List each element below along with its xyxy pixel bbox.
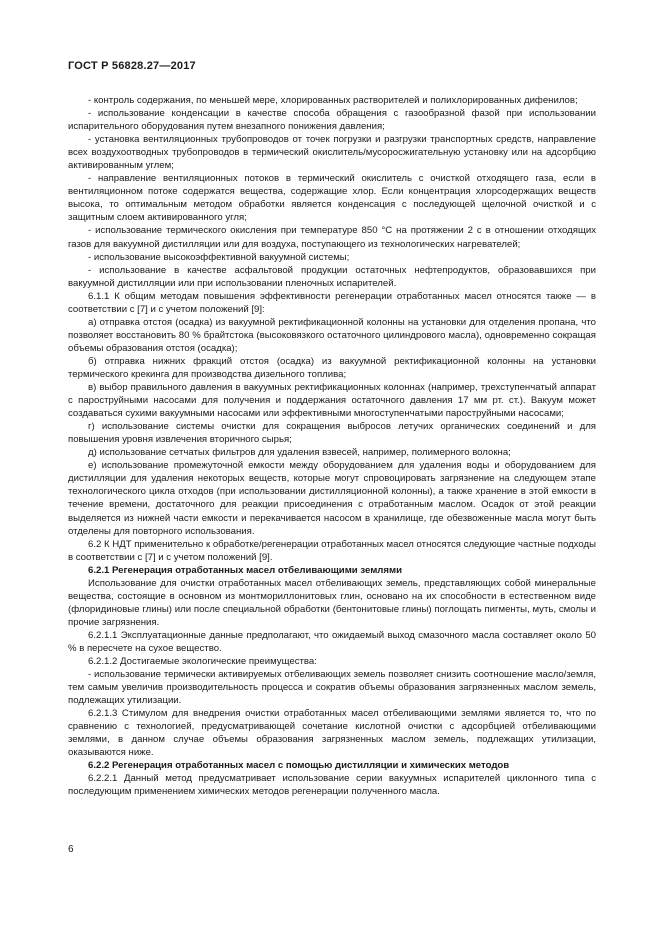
paragraph: - направление вентиляционных потоков в термический окислитель с очисткой отходящего газа, если в вентиляционном потоке содержатся вещества, содержащие хлор. Если концентрация хлорсодержащих веществ высока, то оптимальным методом обработки является конденсация с последующей щелочной очисткой и с защитным слоем активированного угля; <box>68 173 596 224</box>
paragraph: Использование для очистки отработанных масел отбеливающих земель, представляющих собой минеральные вещества, состоящие в основном из монтмориллонитовых глин, основано на их способности в естественном виде (флоридиновые глины) или после специальной обработки (бентонитовые глины) поглощать пигменты, муть, смолы и прочие загрязнения. <box>68 577 596 628</box>
paragraph: в) выбор правильного давления в вакуумных ректификационных колоннах (например, трехступенчатый аппарат с пароструйными насосами для получения и поддержания остаточного давления 17 мм рт. ст.). Вакуум может создаваться сухими вакуумными насосами или эффективными многоступенчатыми пароструйными насосами; <box>68 382 596 420</box>
paragraph: 6.1.1 К общим методам повышения эффективности регенерации отработанных масел относятся также — в соответствии с [7] и с учетом положений [9]: <box>68 290 596 315</box>
paragraph: 6.2.2.1 Данный метод предусматривает использование серии вакуумных испарителей циклонного типа с последующим применением химических методов регенерации полученного масла. <box>68 773 596 798</box>
document-body <box>68 94 596 799</box>
paragraph: - установка вентиляционных трубопроводов от точек погрузки и разгрузки транспортных средств, направление всех воздухоотводных трубопроводов в термический окислитель/мусоросжигательную установку или на адсорбцию активированным углем; <box>68 134 596 172</box>
page-number: 6 <box>68 844 74 855</box>
paragraph: - использование высокоэффективной вакуумной системы; <box>88 251 350 263</box>
paragraph: 6.2.1.1 Эксплуатационные данные предполагают, что ожидаемый выход смазочного масла составляет около 50 % в пересчете на сухое вещество. <box>68 629 596 654</box>
paragraph: - использование термического окисления при температуре 850 °С на протяжении 2 с в отношении отходящих газов для вакуумной дистилляции или для воздуха, поступающего из технологических нагревателей; <box>68 225 596 250</box>
section-heading: 6.2.1 Регенерация отработанных масел отбеливающими землями <box>88 564 402 576</box>
paragraph: г) использование системы очистки для сокращения выбросов летучих органических соединений и для повышения уровня извлечения вторичного сырья; <box>68 421 596 446</box>
paragraph: - использование термически активируемых отбеливающих земель позволяет снизить соотношение масло/земля, тем самым увеличив производительность процесса и сократив объемы образования загрязненных маслом земель, подлежащих утилизации. <box>68 669 596 707</box>
paragraph: а) отправка отстоя (осадка) из вакуумной ректификационной колонны на установки для отделения пропана, что позволяет восстановить 80 % брайтстока (высоковязкого остаточного цилиндрового масла), одновременно сокращая объемы образования отстоя (осадка); <box>68 316 596 354</box>
document-code-header: ГОСТ Р 56828.27—2017 <box>68 60 196 72</box>
paragraph: д) использование сетчатых фильтров для удаления взвесей, например, полимерного волокна; <box>88 447 511 459</box>
paragraph: - использование конденсации в качестве способа обращения с газообразной фазой при использовании испарительного оборудования путем внезапного понижения давления; <box>68 108 596 133</box>
paragraph: е) использование промежуточной емкости между оборудованием для удаления воды и оборудованием для дистилляции для удаления некоторых веществ, которые могут спровоцировать загрязнение на следующем этапе технологического цикла отходов (при использовании дистилляционной колонны), а также хранение в этой емкости в течение времени, достаточного для реакции присоединения с отработанным маслом. Осадок от этой реакции выделяется из нижней части емкости и перекачивается насосом в хранилище, где обезвоженные масла могут быть отделены для повторного использования. <box>68 460 596 537</box>
paragraph: 6.2.1.3 Стимулом для внедрения очистки отработанных масел отбеливающими землями является то, что по сравнению с технологией, предусматривающей сочетание кислотной очистки с адсорбцией отбеливающими землями, в данном случае объемы образования загрязненных маслом земель, подлежащих утилизации, оказываются ниже. <box>68 708 596 759</box>
section-heading: 6.2.2 Регенерация отработанных масел с помощью дистилляции и химических методов <box>88 760 510 772</box>
paragraph: 6.2 К НДТ применительно к обработке/регенерации отработанных масел относятся следующие частные подходы в соответствии с [7] и с учетом положений [9]. <box>68 538 596 563</box>
paragraph: 6.2.1.2 Достигаемые экологические преимущества: <box>88 656 317 668</box>
paragraph: - использование в качестве асфальтовой продукции остаточных нефтепродуктов, образовавшихся при вакуумной дистилляции или при использовании пленочных испарителей. <box>68 264 596 289</box>
paragraph: - контроль содержания, по меньшей мере, хлорированных растворителей и полихлорированных дифенилов; <box>88 95 578 106</box>
paragraph: б) отправка нижних фракций отстоя (осадка) из вакуумной ректификационной колонны на установки термического крекинга для производства дизельного топлива; <box>68 355 596 380</box>
